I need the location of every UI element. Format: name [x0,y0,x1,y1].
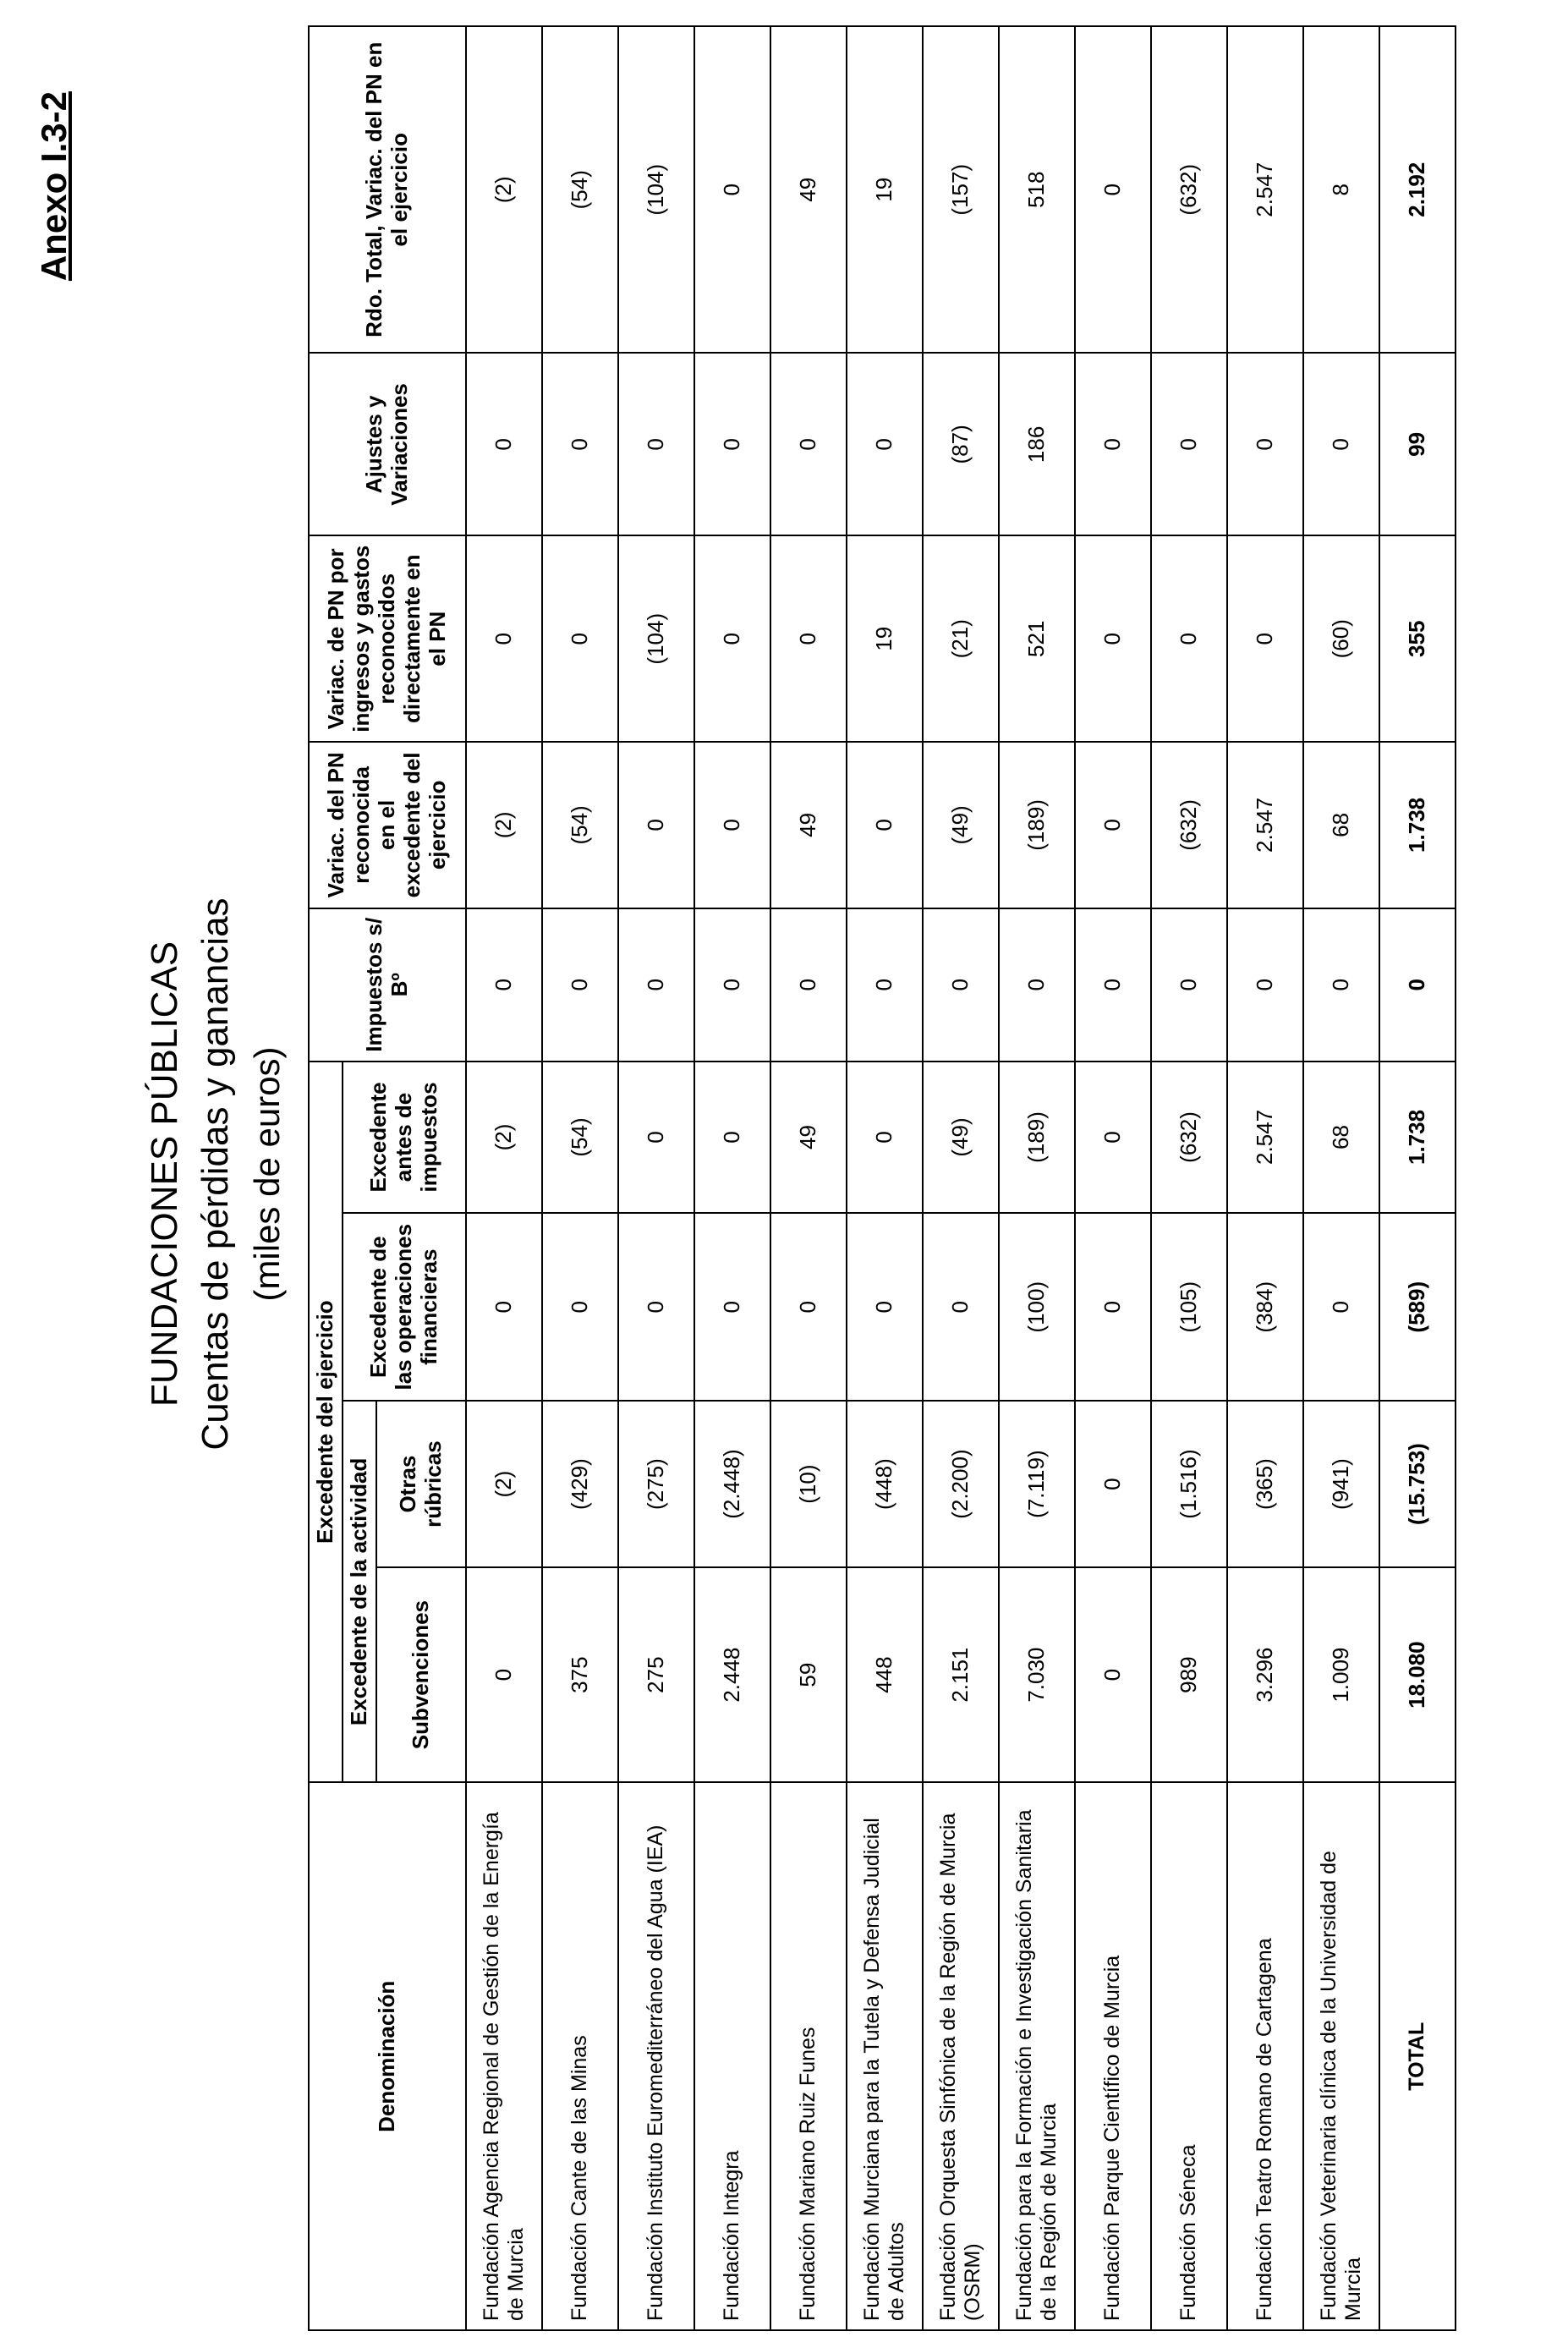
cell-otras: (448) [847,1401,923,1566]
table-row [466,26,542,2330]
cell-antes: (189) [999,1062,1075,1213]
cell-imp: 0 [466,908,542,1062]
cell-var-exc: (189) [999,742,1075,908]
total-row [1379,26,1456,2330]
cell-var-ing: 0 [466,535,542,742]
cell-ajustes: 0 [1151,353,1227,535]
cell-otras: (429) [542,1401,618,1566]
cell-var-ing: 0 [542,535,618,742]
cell-total: (157) [923,26,999,353]
cell-var-exc: (632) [1151,742,1227,908]
cell-subv: 1.009 [1303,1567,1379,1783]
cell-var-exc: 68 [1303,742,1379,908]
row-name: Fundación Murciana para la Tutela y Defensa Judicial de Adultos [847,1782,923,2330]
cell-ajustes: 0 [466,353,542,535]
header-subvenciones: Subvenciones [376,1567,466,1783]
cell-fin: 0 [1303,1213,1379,1401]
cell-subv: 18.080 [1379,1567,1456,1783]
cell-total: 49 [770,26,847,353]
cell-total: 0 [1075,26,1151,353]
cell-subv: 3.296 [1227,1567,1303,1783]
cell-imp: 0 [1227,908,1303,1062]
cell-imp: 0 [1151,908,1227,1062]
cell-antes: 2.547 [1227,1062,1303,1213]
header-excedente-financieras: Excedente de las operaciones financieras [343,1213,466,1401]
cell-var-exc: (49) [923,742,999,908]
annex-label: Anexo I.3-2 [34,91,74,282]
cell-ajustes: 0 [1303,353,1379,535]
cell-antes: (54) [542,1062,618,1213]
cell-otras: 0 [1075,1401,1151,1566]
page-title: FUNDACIONES PÚBLICAS [144,941,185,1407]
table-row [1151,26,1227,2330]
cell-fin: (589) [1379,1213,1456,1401]
cell-imp: 0 [618,908,694,1062]
cell-ajustes: 0 [1075,353,1151,535]
cell-subv: 7.030 [999,1567,1075,1783]
table-body [466,26,1456,2330]
cell-subv: 375 [542,1567,618,1783]
table-row [542,26,618,2330]
table-row [1303,26,1379,2330]
cell-total: 2.547 [1227,26,1303,353]
cell-otras: (275) [618,1401,694,1566]
cell-antes: 49 [770,1062,847,1213]
cell-var-ing: 19 [847,535,923,742]
cell-var-ing: 0 [1151,535,1227,742]
table-row [770,26,847,2330]
cell-var-exc: (54) [542,742,618,908]
cell-fin: 0 [923,1213,999,1401]
header-denominacion: Denominación [309,1782,466,2330]
cell-total: 19 [847,26,923,353]
cell-subv: 0 [466,1567,542,1783]
cell-ajustes: 0 [847,353,923,535]
cell-fin: (105) [1151,1213,1227,1401]
data-table [308,25,1456,2331]
table-row [847,26,923,2330]
cell-otras: (2.448) [694,1401,770,1566]
table-row [618,26,694,2330]
header-excedente-antes-impuestos: Excedente antes de impuestos [343,1062,466,1213]
table-row [1075,26,1151,2330]
row-name: Fundación Integra [694,1782,770,2330]
row-name: Fundación Orquesta Sinfónica de la Región de Murcia (OSRM) [923,1782,999,2330]
row-name: Fundación Séneca [1151,1782,1227,2330]
cell-imp: 0 [542,908,618,1062]
cell-total: 0 [694,26,770,353]
header-impuestos: Impuestos s/ Bº [309,908,466,1062]
cell-ajustes: 0 [618,353,694,535]
cell-fin: 0 [847,1213,923,1401]
cell-subv: 2.151 [923,1567,999,1783]
cell-imp: 0 [1303,908,1379,1062]
cell-antes: 1.738 [1379,1062,1456,1213]
cell-ajustes: 186 [999,353,1075,535]
table-row [1227,26,1303,2330]
cell-otras: (10) [770,1401,847,1566]
cell-fin: 0 [694,1213,770,1401]
cell-fin: (384) [1227,1213,1303,1401]
cell-ajustes: 0 [694,353,770,535]
cell-var-ing: 0 [1075,535,1151,742]
cell-var-exc: (2) [466,742,542,908]
cell-var-ing: (21) [923,535,999,742]
cell-fin: 0 [770,1213,847,1401]
cell-antes: (632) [1151,1062,1227,1213]
cell-ajustes: 0 [542,353,618,535]
header-variac-pn-ingresos: Variac. de PN por ingresos y gastos reconocidos directamente en el PN [309,535,466,742]
cell-otras: (941) [1303,1401,1379,1566]
page-subtitle: Cuentas de pérdidas y ganancias [195,897,236,1451]
cell-var-exc: 2.547 [1227,742,1303,908]
cell-antes: (2) [466,1062,542,1213]
row-name: Fundación Parque Científico de Murcia [1075,1782,1151,2330]
cell-total: (2) [466,26,542,353]
cell-fin: 0 [542,1213,618,1401]
cell-total: (104) [618,26,694,353]
row-name: Fundación para la Formación e Investigación Sanitaria de la Región de Murcia [999,1782,1075,2330]
cell-antes: 68 [1303,1062,1379,1213]
cell-total: 8 [1303,26,1379,353]
row-name: Fundación Teatro Romano de Cartagena [1227,1782,1303,2330]
cell-var-exc: 1.738 [1379,742,1456,908]
cell-var-ing: 0 [770,535,847,742]
cell-otras: (365) [1227,1401,1303,1566]
cell-subv: 989 [1151,1567,1227,1783]
header-ajustes: Ajustes y Variaciones [309,353,466,535]
cell-imp: 0 [847,908,923,1062]
cell-ajustes: (87) [923,353,999,535]
cell-ajustes: 0 [1227,353,1303,535]
cell-var-exc: 0 [618,742,694,908]
row-name: Fundación Agencia Regional de Gestión de la Energía de Murcia [466,1782,542,2330]
cell-subv: 2.448 [694,1567,770,1783]
cell-fin: (100) [999,1213,1075,1401]
header-rdo-total: Rdo. Total, Variac. del PN en el ejercicio [309,26,466,353]
cell-total: (632) [1151,26,1227,353]
table-row [923,26,999,2330]
cell-otras: (7.119) [999,1401,1075,1566]
cell-var-exc: 0 [694,742,770,908]
cell-antes: 0 [847,1062,923,1213]
cell-var-ing: 521 [999,535,1075,742]
header-excedente-ejercicio: Excedente del ejercicio [309,1062,343,1783]
cell-ajustes: 99 [1379,353,1456,535]
cell-subv: 59 [770,1567,847,1783]
row-name: Fundación Cante de las Minas [542,1782,618,2330]
cell-total: (54) [542,26,618,353]
cell-subv: 0 [1075,1567,1151,1783]
cell-antes: 0 [694,1062,770,1213]
cell-antes: 0 [1075,1062,1151,1213]
cell-imp: 0 [923,908,999,1062]
cell-otras: (2.200) [923,1401,999,1566]
header-otras-rubricas: Otras rúbricas [376,1401,466,1566]
cell-imp: 0 [999,908,1075,1062]
cell-var-ing: 0 [1227,535,1303,742]
cell-antes: (49) [923,1062,999,1213]
cell-fin: 0 [1075,1213,1151,1401]
cell-var-exc: 0 [847,742,923,908]
header-excedente-actividad: Excedente de la actividad [343,1401,376,1782]
cell-total: 2.192 [1379,26,1456,353]
cell-var-exc: 0 [1075,742,1151,908]
cell-imp: 0 [1379,908,1456,1062]
cell-fin: 0 [618,1213,694,1401]
total-label: TOTAL [1379,1782,1456,2330]
cell-var-ing: (60) [1303,535,1379,742]
cell-subv: 448 [847,1567,923,1783]
cell-ajustes: 0 [770,353,847,535]
cell-var-ing: 0 [694,535,770,742]
units-label: (miles de euros) [247,1046,287,1302]
cell-var-ing: 355 [1379,535,1456,742]
cell-var-ing: (104) [618,535,694,742]
cell-imp: 0 [1075,908,1151,1062]
cell-fin: 0 [466,1213,542,1401]
cell-otras: (2) [466,1401,542,1566]
table-row [999,26,1075,2330]
cell-var-exc: 49 [770,742,847,908]
row-name: Fundación Instituto Euromediterráneo del Agua (IEA) [618,1782,694,2330]
cell-otras: (1.516) [1151,1401,1227,1566]
table-row [694,26,770,2330]
row-name: Fundación Mariano Ruiz Funes [770,1782,847,2330]
cell-antes: 0 [618,1062,694,1213]
row-name: Fundación Veterinaria clínica de la Universidad de Murcia [1303,1782,1379,2330]
cell-subv: 275 [618,1567,694,1783]
header-variac-pn-excedente: Variac. del PN reconocida en el excedente del ejercicio [309,742,466,908]
cell-otras: (15.753) [1379,1401,1456,1566]
cell-imp: 0 [770,908,847,1062]
cell-total: 518 [999,26,1075,353]
cell-imp: 0 [694,908,770,1062]
